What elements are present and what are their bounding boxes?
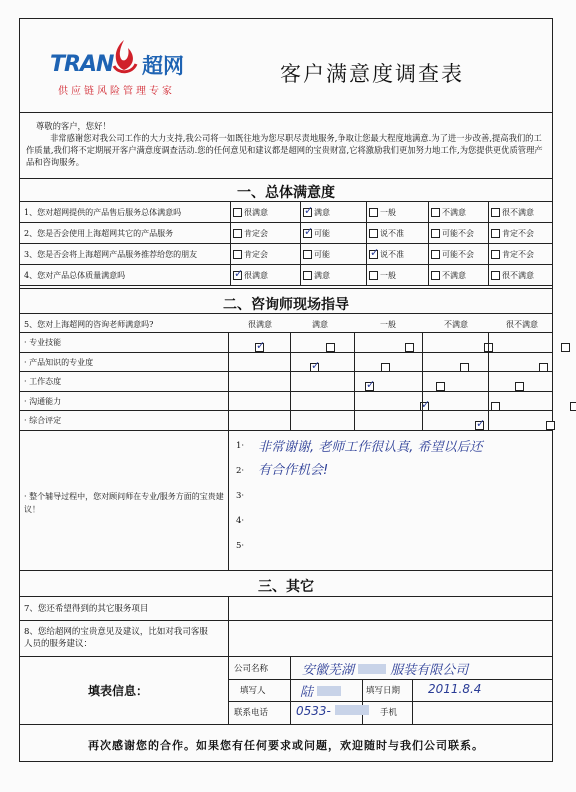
rating-header: 一般 [380,320,396,329]
option-label: 可能 [314,250,330,259]
option-label: 肯定会 [244,229,268,238]
rating-header: 满意 [312,320,328,329]
company-value-a: 安徽芜湖 [302,663,355,678]
checkbox[interactable] [369,271,378,280]
suggest-number: 1· [236,441,245,451]
option-label: 不满意 [442,271,466,280]
rating-checkbox[interactable] [561,343,570,352]
rating-header: 很不满意 [506,320,538,329]
checkbox[interactable] [431,250,440,259]
q2-option[interactable] [303,228,330,239]
fill-label: 填表信息： [88,684,149,698]
checkbox[interactable] [491,208,500,217]
q1-option[interactable] [233,207,268,218]
option-label: 肯定不会 [502,250,534,259]
checkbox[interactable] [303,229,312,238]
checkbox[interactable] [233,250,242,259]
q4-option[interactable] [303,270,330,281]
q4-option[interactable] [431,270,466,281]
suggest-number: 5· [236,541,245,551]
option-label: 可能 [314,229,330,238]
checkbox[interactable] [491,229,500,238]
q3-text: 3、您是否会将上海超网产品服务推荐给您的朋友 [24,250,198,259]
suggest-answer-1: 非常谢谢, 老师工作很认真, 希望以后还 [258,440,483,455]
q4-option[interactable] [491,270,534,281]
q1-option[interactable] [431,207,466,218]
checkbox[interactable] [369,208,378,217]
checkbox[interactable] [431,229,440,238]
rating-checkbox[interactable] [570,402,576,411]
option-label: 很满意 [244,271,268,280]
rating-row-label: · 沟通能力 [24,396,62,406]
redaction-mark [317,686,341,696]
q1-option[interactable] [491,207,534,218]
option-label: 满意 [314,271,330,280]
date-label: 填写日期 [366,686,401,696]
q2-option[interactable] [369,228,404,239]
q4-option[interactable] [233,270,268,281]
suggest-answer-2: 有合作机会! [258,463,329,478]
suggest-number: 4· [236,516,245,526]
option-label: 说不准 [380,250,404,259]
footer-text: 再次感谢您的合作。如果您有任何要求或问题，欢迎随时与我们公司联系。 [88,739,484,752]
rating-row-label: · 工作态度 [24,377,62,386]
checkbox[interactable] [369,250,378,259]
q4-option[interactable] [369,270,396,281]
rating-row-label: · 产品知识的专业度 [24,357,94,367]
checkbox[interactable] [303,250,312,259]
option-label: 一般 [380,271,396,280]
option-label: 可能不会 [442,250,474,259]
person-value [300,681,341,700]
phone-value [296,704,369,718]
q1-text: 1、您对超网提供的产品售后服务总体满意吗 [24,208,182,217]
redaction-mark [335,705,369,715]
company-value [302,659,468,678]
option-label: 肯定不会 [502,229,534,238]
option-label: 很满意 [244,208,268,217]
checkbox[interactable] [303,208,312,217]
option-label: 肯定会 [244,250,268,259]
q2-option[interactable] [431,228,474,239]
option-label: 说不准 [380,229,404,238]
rating-row-label: · 专业技能 [24,338,62,347]
section1-title: 一、总体满意度 [237,185,335,201]
page-title: 客户满意度调查表 [280,62,464,86]
option-label: 不满意 [442,208,466,217]
company-label: 公司名称 [234,664,269,674]
q1-option[interactable] [303,207,330,218]
rating-header: 很满意 [248,320,272,329]
suggest-number: 3· [236,491,245,501]
company-value-b: 服装有限公司 [390,663,469,678]
q3-option[interactable] [233,249,268,260]
logo-brand: TRAN [50,52,114,77]
checkbox[interactable] [431,271,440,280]
suggest-label: · 整个辅导过程中，您对顾问师在专业/服务方面的宝贵建议！ [24,492,224,514]
section2-title: 二、咨询师现场指导 [223,297,349,313]
phone-label: 联系电话 [234,708,269,718]
q3-option[interactable] [369,249,404,260]
logo-tagline: 供应链风险管理专家 [58,86,175,97]
option-label: 满意 [314,208,330,217]
rating-row-label: · 综合评定 [24,416,62,425]
suggest-number: 2· [236,466,245,476]
q2-text: 2、您是否会使用上海超网其它的产品服务 [24,229,174,238]
q2-option[interactable] [491,228,534,239]
q8-text: 8、您给超网的宝贵意见及建议，比如对我司客服人员的服务建议： [24,627,208,649]
logo [46,30,226,100]
logo-brand-cn: 超网 [142,54,184,78]
option-label: 很不满意 [502,208,534,217]
checkbox[interactable] [233,271,242,280]
phone-value-text: 0533- [296,704,331,718]
redaction-mark [358,664,386,674]
checkbox[interactable] [369,229,378,238]
person-value-text: 陆 [300,685,314,700]
option-label: 一般 [380,208,396,217]
q3-option[interactable] [491,249,534,260]
q4-text: 4、您对产品总体质量满意吗 [24,271,126,280]
intro-greeting: 尊敬的客户，您好！ [36,121,111,131]
checkbox[interactable] [491,250,500,259]
person-label: 填写人 [240,686,266,696]
q3-option[interactable] [303,249,330,260]
checkbox[interactable] [431,208,440,217]
intro-body: 非常感谢您对我公司工作的大力支持,我公司将一如既往地为您尽职尽责地服务,争取让您最大程度地满意.为了进一步改善,提高我们的工作质量,我们将不定期展开客户满意度调查活动.您的任何意见和建议都是超网的宝贵财富,它将激励我们更加努力地工作,为您提供更优质管理产品和咨询服务。 [26,133,543,167]
checkbox[interactable] [491,271,500,280]
option-label: 很不满意 [502,271,534,280]
rating-header: 不满意 [444,320,468,329]
logo-flame-icon [108,36,140,76]
option-label: 可能不会 [442,229,474,238]
date-value: 2011.8.4 [428,682,482,696]
checkbox[interactable] [233,229,242,238]
checkbox[interactable] [303,271,312,280]
q7-text: 7、您还希望得到的其它服务项目 [24,604,149,614]
checkbox[interactable] [233,208,242,217]
q2-option[interactable] [233,228,268,239]
q1-option[interactable] [369,207,396,218]
q3-option[interactable] [431,249,474,260]
q5-text: 5、您对上海超网的咨询老师满意吗? [24,320,154,329]
mobile-label: 手机 [380,708,398,718]
section3-title: 三、其它 [258,579,314,595]
